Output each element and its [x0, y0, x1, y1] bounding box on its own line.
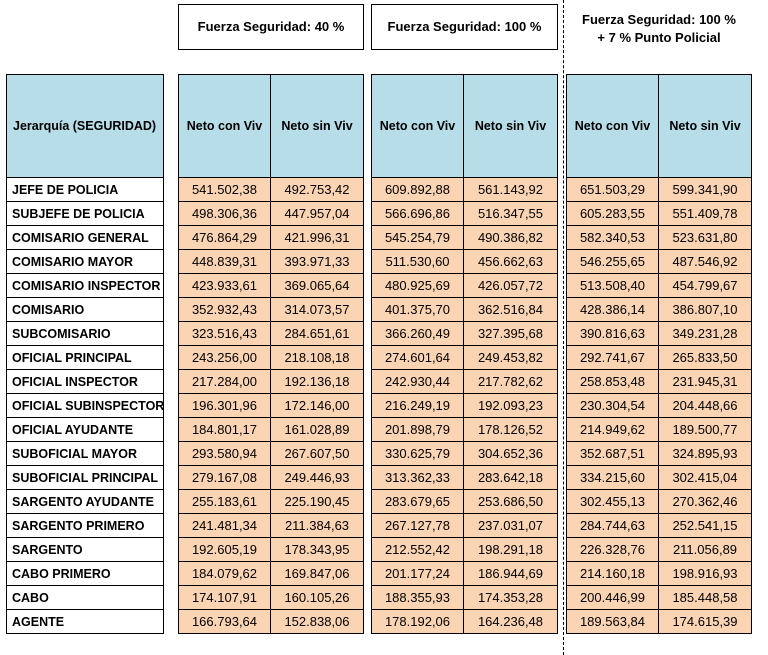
value-cell[interactable]: 204.448,66 [658, 394, 752, 418]
value-cell[interactable]: 551.409,78 [658, 202, 752, 226]
value-cell[interactable]: 178.192,06 [371, 610, 464, 634]
value-cell[interactable]: 249.453,82 [463, 346, 558, 370]
value-cell[interactable]: 231.945,31 [658, 370, 752, 394]
value-cell[interactable]: 174.353,28 [463, 586, 558, 610]
row-label[interactable]: SUBCOMISARIO [6, 322, 164, 346]
row-label[interactable]: CABO PRIMERO [6, 562, 164, 586]
value-cell[interactable]: 216.249,19 [371, 394, 464, 418]
value-cell[interactable]: 218.108,18 [270, 346, 364, 370]
value-cell[interactable]: 476.864,29 [178, 226, 271, 250]
value-cell[interactable]: 582.340,53 [566, 226, 659, 250]
value-cell[interactable]: 511.530,60 [371, 250, 464, 274]
value-cell[interactable]: 196.301,96 [178, 394, 271, 418]
value-cell[interactable]: 267.127,78 [371, 514, 464, 538]
value-cell[interactable]: 166.793,64 [178, 610, 271, 634]
page-break-line [563, 0, 564, 655]
value-cell[interactable]: 314.073,57 [270, 298, 364, 322]
value-cell[interactable]: 447.957,04 [270, 202, 364, 226]
row-label[interactable]: OFICIAL AYUDANTE [6, 418, 164, 442]
row-label[interactable]: SARGENTO PRIMERO [6, 514, 164, 538]
row-label[interactable]: SARGENTO AYUDANTE [6, 490, 164, 514]
value-cell[interactable]: 492.753,42 [270, 178, 364, 202]
row-label[interactable]: OFICIAL INSPECTOR [6, 370, 164, 394]
value-cell[interactable]: 284.744,63 [566, 514, 659, 538]
value-cell[interactable]: 174.107,91 [178, 586, 271, 610]
value-cell[interactable]: 334.215,60 [566, 466, 659, 490]
row-label[interactable]: SUBOFICIAL PRINCIPAL [6, 466, 164, 490]
value-cell[interactable]: 498.306,36 [178, 202, 271, 226]
value-cell[interactable]: 178.343,95 [270, 538, 364, 562]
value-cell[interactable]: 421.996,31 [270, 226, 364, 250]
value-cell[interactable]: 313.362,33 [371, 466, 464, 490]
value-cell[interactable]: 651.503,29 [566, 178, 659, 202]
value-cell[interactable]: 283.679,65 [371, 490, 464, 514]
value-cell[interactable]: 386.807,10 [658, 298, 752, 322]
value-cell[interactable]: 302.415,04 [658, 466, 752, 490]
value-cell[interactable]: 188.355,93 [371, 586, 464, 610]
group-header-100-punto[interactable] [566, 4, 752, 54]
col-header-jerarquia[interactable]: Jerarquía (SEGURIDAD) [6, 74, 164, 178]
value-cell[interactable]: 352.932,43 [178, 298, 271, 322]
value-cell[interactable]: 454.799,67 [658, 274, 752, 298]
value-cell[interactable]: 225.190,45 [270, 490, 364, 514]
row-label[interactable]: COMISARIO [6, 298, 164, 322]
col-header-107-sin-viv[interactable]: Neto sin Viv [658, 74, 752, 178]
value-cell[interactable]: 270.362,46 [658, 490, 752, 514]
value-cell[interactable]: 237.031,07 [463, 514, 558, 538]
value-cell[interactable]: 516.347,55 [463, 202, 558, 226]
value-cell[interactable]: 186.944,69 [463, 562, 558, 586]
group-header-100-punto-line1: Fuerza Seguridad: 100 % [582, 12, 736, 27]
value-cell[interactable]: 456.662,63 [463, 250, 558, 274]
value-cell[interactable]: 174.615,39 [658, 610, 752, 634]
value-cell[interactable]: 274.601,64 [371, 346, 464, 370]
value-cell[interactable]: 292.741,67 [566, 346, 659, 370]
value-cell[interactable]: 201.898,79 [371, 418, 464, 442]
value-cell[interactable]: 192.136,18 [270, 370, 364, 394]
col-header-100-con-viv[interactable]: Neto con Viv [371, 74, 464, 178]
value-cell[interactable]: 448.839,31 [178, 250, 271, 274]
value-cell[interactable]: 304.652,36 [463, 442, 558, 466]
row-label[interactable]: OFICIAL SUBINSPECTOR [6, 394, 164, 418]
value-cell[interactable]: 426.057,72 [463, 274, 558, 298]
value-cell[interactable]: 428.386,14 [566, 298, 659, 322]
value-cell[interactable]: 323.516,43 [178, 322, 271, 346]
value-cell[interactable]: 561.143,92 [463, 178, 558, 202]
value-cell[interactable]: 152.838,06 [270, 610, 364, 634]
value-cell[interactable]: 198.916,93 [658, 562, 752, 586]
value-cell[interactable]: 253.686,50 [463, 490, 558, 514]
row-label[interactable]: JEFE DE POLICIA [6, 178, 164, 202]
row-label[interactable]: CABO [6, 586, 164, 610]
row-label[interactable]: SUBOFICIAL MAYOR [6, 442, 164, 466]
value-cell[interactable]: 423.933,61 [178, 274, 271, 298]
value-cell[interactable]: 189.500,77 [658, 418, 752, 442]
value-cell[interactable]: 172.146,00 [270, 394, 364, 418]
value-cell[interactable]: 249.446,93 [270, 466, 364, 490]
col-header-107-con-viv[interactable]: Neto con Viv [566, 74, 659, 178]
group-header-100-punto-line2: + 7 % Punto Policial [597, 30, 721, 45]
value-cell[interactable]: 226.328,76 [566, 538, 659, 562]
value-cell[interactable]: 327.395,68 [463, 322, 558, 346]
value-cell[interactable]: 184.801,17 [178, 418, 271, 442]
row-label[interactable]: COMISARIO MAYOR [6, 250, 164, 274]
value-cell[interactable]: 164.236,48 [463, 610, 558, 634]
row-label[interactable]: SUBJEFE DE POLICIA [6, 202, 164, 226]
value-cell[interactable]: 178.126,52 [463, 418, 558, 442]
value-cell[interactable]: 609.892,88 [371, 178, 464, 202]
value-cell[interactable]: 279.167,08 [178, 466, 271, 490]
value-cell[interactable]: 267.607,50 [270, 442, 364, 466]
col-header-100-sin-viv[interactable]: Neto sin Viv [463, 74, 558, 178]
value-cell[interactable]: 169.847,06 [270, 562, 364, 586]
value-cell[interactable]: 211.384,63 [270, 514, 364, 538]
value-cell[interactable]: 192.093,23 [463, 394, 558, 418]
value-cell[interactable]: 284.651,61 [270, 322, 364, 346]
value-cell[interactable]: 252.541,15 [658, 514, 752, 538]
value-cell[interactable]: 230.304,54 [566, 394, 659, 418]
value-cell[interactable]: 330.625,79 [371, 442, 464, 466]
value-cell[interactable]: 541.502,38 [178, 178, 271, 202]
value-cell[interactable]: 599.341,90 [658, 178, 752, 202]
group-header-100[interactable]: Fuerza Seguridad: 100 % [387, 19, 542, 34]
value-cell[interactable]: 198.291,18 [463, 538, 558, 562]
value-cell[interactable]: 566.696,86 [371, 202, 464, 226]
value-cell[interactable]: 490.386,82 [463, 226, 558, 250]
value-cell[interactable]: 401.375,70 [371, 298, 464, 322]
value-cell[interactable]: 362.516,84 [463, 298, 558, 322]
value-cell[interactable]: 212.552,42 [371, 538, 464, 562]
value-cell[interactable]: 160.105,26 [270, 586, 364, 610]
value-cell[interactable]: 189.563,84 [566, 610, 659, 634]
value-cell[interactable]: 487.546,92 [658, 250, 752, 274]
value-cell[interactable]: 201.177,24 [371, 562, 464, 586]
value-cell[interactable]: 214.160,18 [566, 562, 659, 586]
value-cell[interactable]: 200.446,99 [566, 586, 659, 610]
row-label[interactable]: AGENTE [6, 610, 164, 634]
value-cell[interactable]: 241.481,34 [178, 514, 271, 538]
value-cell[interactable]: 523.631,80 [658, 226, 752, 250]
value-cell[interactable]: 283.642,18 [463, 466, 558, 490]
value-cell[interactable]: 184.079,62 [178, 562, 271, 586]
row-label[interactable]: OFICIAL PRINCIPAL [6, 346, 164, 370]
value-cell[interactable]: 349.231,28 [658, 322, 752, 346]
value-cell[interactable]: 214.949,62 [566, 418, 659, 442]
value-cell[interactable]: 605.283,55 [566, 202, 659, 226]
value-cell[interactable]: 265.833,50 [658, 346, 752, 370]
value-cell[interactable]: 258.853,48 [566, 370, 659, 394]
value-cell[interactable]: 243.256,00 [178, 346, 271, 370]
value-cell[interactable]: 369.065,64 [270, 274, 364, 298]
row-label[interactable]: SARGENTO [6, 538, 164, 562]
value-cell[interactable]: 546.255,65 [566, 250, 659, 274]
value-cell[interactable]: 217.284,00 [178, 370, 271, 394]
value-cell[interactable]: 393.971,33 [270, 250, 364, 274]
value-cell[interactable]: 192.605,19 [178, 538, 271, 562]
value-cell[interactable]: 352.687,51 [566, 442, 659, 466]
group-header-40[interactable]: Fuerza Seguridad: 40 % [197, 19, 345, 34]
value-cell[interactable]: 390.816,63 [566, 322, 659, 346]
value-cell[interactable]: 513.508,40 [566, 274, 659, 298]
value-cell[interactable]: 480.925,69 [371, 274, 464, 298]
value-cell[interactable]: 366.260,49 [371, 322, 464, 346]
row-label[interactable]: COMISARIO GENERAL [6, 226, 164, 250]
value-cell[interactable]: 185.448,58 [658, 586, 752, 610]
value-cell[interactable]: 545.254,79 [371, 226, 464, 250]
value-cell[interactable]: 293.580,94 [178, 442, 271, 466]
value-cell[interactable]: 255.183,61 [178, 490, 271, 514]
value-cell[interactable]: 242.930,44 [371, 370, 464, 394]
col-header-40-con-viv[interactable]: Neto con Viv [178, 74, 271, 178]
value-cell[interactable]: 302.455,13 [566, 490, 659, 514]
value-cell[interactable]: 161.028,89 [270, 418, 364, 442]
value-cell[interactable]: 324.895,93 [658, 442, 752, 466]
row-label[interactable]: COMISARIO INSPECTOR [6, 274, 164, 298]
col-header-40-sin-viv[interactable]: Neto sin Viv [270, 74, 364, 178]
value-cell[interactable]: 217.782,62 [463, 370, 558, 394]
value-cell[interactable]: 211.056,89 [658, 538, 752, 562]
